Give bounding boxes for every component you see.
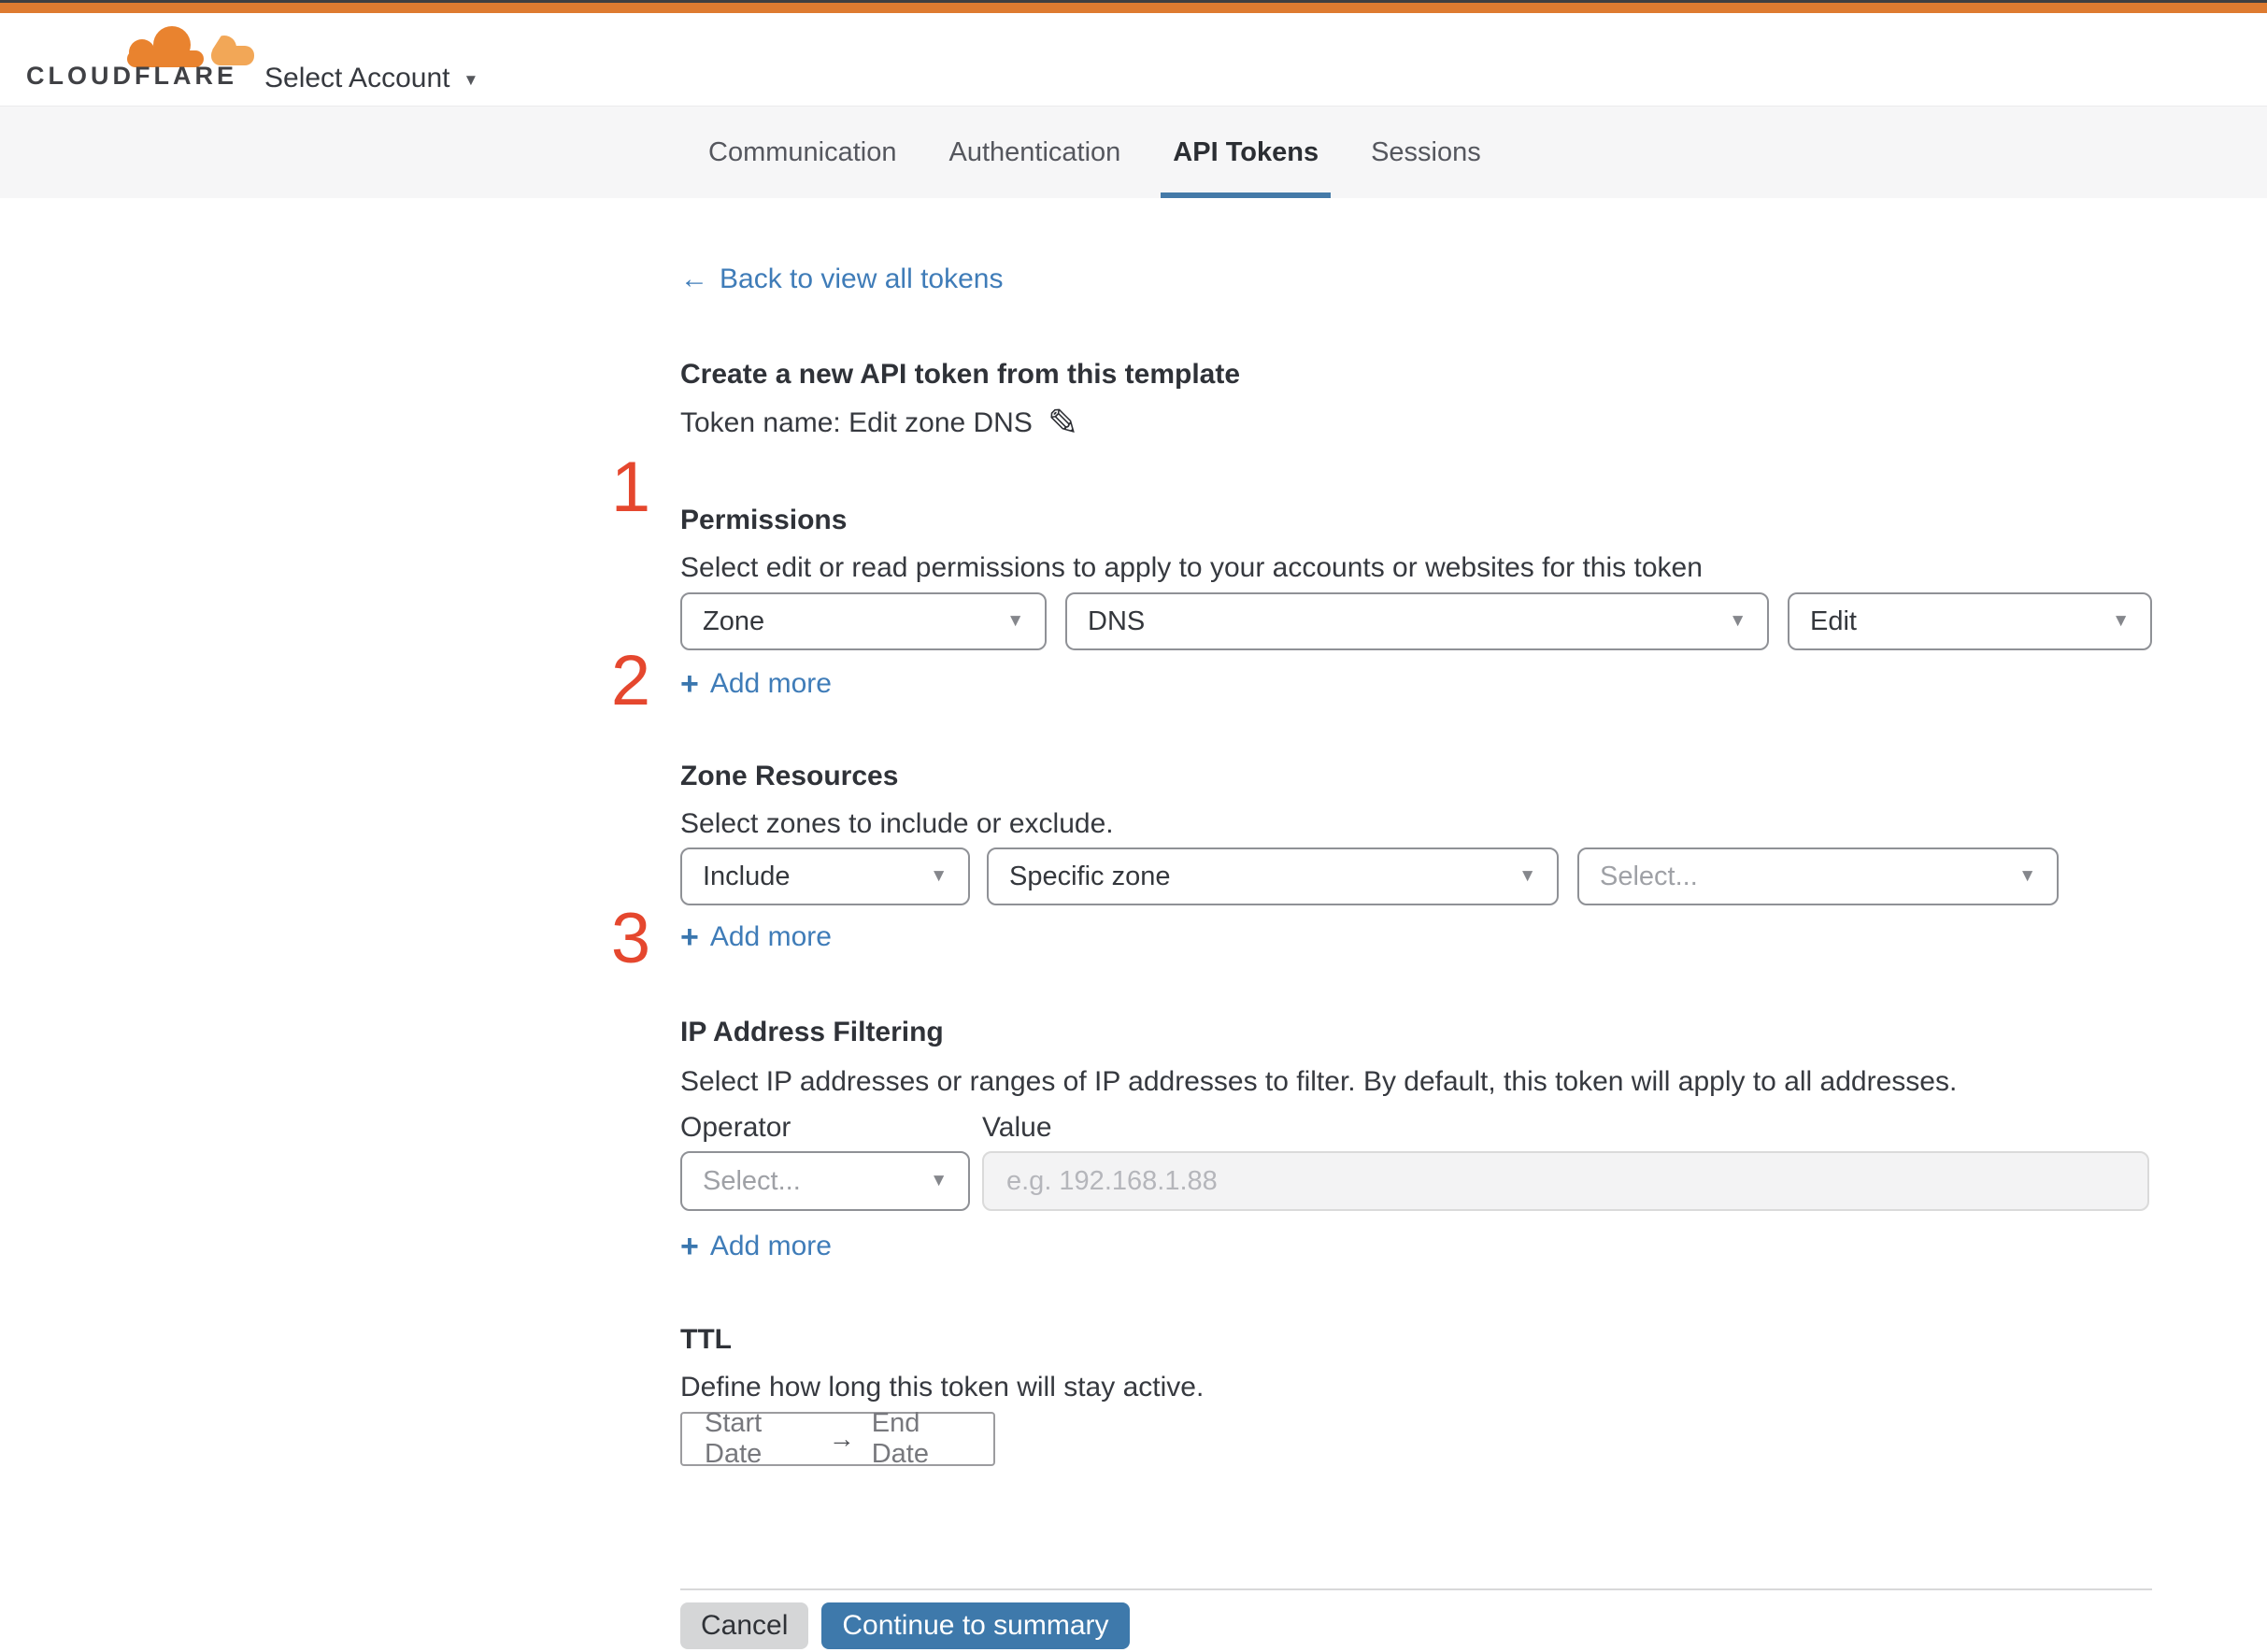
page-title: Create a new API token from this template <box>680 359 1241 390</box>
tab-label: Communication <box>708 136 897 167</box>
chevron-down-icon: ▼ <box>1006 611 1024 631</box>
footer-actions <box>680 1602 2152 1649</box>
cloudflare-logo-text: CLOUDFLARE <box>26 62 237 90</box>
tab-bar <box>0 106 2267 198</box>
select-value: Include <box>703 861 791 891</box>
tab-label: Sessions <box>1371 136 1481 167</box>
tab-communication[interactable] <box>696 107 908 198</box>
zone-picker-select[interactable] <box>1577 847 2059 905</box>
ttl-description: Define how long this token will stay active. <box>680 1372 1205 1403</box>
select-placeholder: Select... <box>703 1165 801 1196</box>
account-selector-label: Select Account <box>264 63 450 93</box>
permissions-description: Select edit or read permissions to apply to your accounts or websites for this token <box>680 552 1703 583</box>
add-more-label: Add more <box>709 921 832 952</box>
edit-pencil-icon[interactable]: ✎ <box>1047 403 1079 444</box>
arrow-left-icon: ← <box>680 263 708 294</box>
tab-label: Authentication <box>948 136 1121 167</box>
ip-value-input[interactable] <box>982 1151 2149 1211</box>
cancel-button[interactable]: Cancel <box>680 1602 808 1649</box>
select-value: DNS <box>1088 605 1146 636</box>
permission-access-select[interactable] <box>1788 592 2152 650</box>
continue-to-summary-button[interactable]: Continue to summary <box>821 1602 1129 1649</box>
chevron-down-icon: ▼ <box>930 866 948 886</box>
zone-resources-description: Select zones to include or exclude. <box>680 808 1114 839</box>
tab-api-tokens[interactable] <box>1161 107 1331 198</box>
back-to-tokens-link[interactable] <box>680 263 1003 296</box>
ip-filtering-row <box>680 1151 2152 1211</box>
plus-icon: + <box>680 666 699 702</box>
plus-icon: + <box>680 1229 699 1264</box>
zone-resources-select-row <box>680 847 2152 905</box>
account-selector[interactable] <box>264 63 478 94</box>
permissions-select-row <box>680 592 2152 650</box>
zone-operator-select[interactable] <box>680 847 970 905</box>
value-label: Value <box>982 1112 1052 1143</box>
chevron-down-icon: ▼ <box>930 1171 948 1190</box>
tab-sessions[interactable] <box>1359 107 1493 198</box>
add-more-label: Add more <box>709 668 832 699</box>
end-date-field[interactable]: End Date <box>871 1408 929 1469</box>
permission-service-select[interactable] <box>1065 592 1769 650</box>
select-value: Zone <box>703 605 765 636</box>
add-more-label: Add more <box>709 1231 832 1261</box>
chevron-down-icon: ▼ <box>1518 866 1536 886</box>
permissions-heading: Permissions <box>680 505 848 535</box>
select-value: Specific zone <box>1009 861 1171 891</box>
chevron-down-icon: ▼ <box>2112 611 2130 631</box>
ttl-date-range-picker[interactable] <box>680 1408 995 1469</box>
back-link-label: Back to view all tokens <box>720 263 1004 294</box>
select-value: Edit <box>1810 605 1857 636</box>
ip-filtering-add-more-link[interactable] <box>680 1230 832 1263</box>
ip-operator-select[interactable] <box>680 1151 970 1211</box>
chevron-down-icon: ▼ <box>2018 866 2036 886</box>
app-header <box>0 13 2267 106</box>
zone-scope-select[interactable] <box>987 847 1559 905</box>
ttl-heading: TTL <box>680 1324 732 1355</box>
tab-label: API Tokens <box>1173 136 1319 167</box>
token-name-text: Token name: Edit zone DNS <box>680 407 1033 438</box>
step-1-number: 1 <box>610 448 651 527</box>
chevron-down-icon: ▼ <box>463 71 479 89</box>
brand-top-bar <box>0 3 2267 13</box>
arrow-right-icon: → <box>828 1424 855 1453</box>
token-name-row <box>680 403 2152 444</box>
zone-resources-add-more-link[interactable] <box>680 920 832 954</box>
ip-field-labels <box>680 1112 2152 1146</box>
permission-scope-select[interactable] <box>680 592 1047 650</box>
chevron-down-icon: ▼ <box>1729 611 1747 631</box>
start-date-field[interactable]: Start Date <box>705 1408 763 1469</box>
plus-icon: + <box>680 919 699 955</box>
step-3-number: 3 <box>610 899 651 978</box>
select-placeholder: Select... <box>1600 861 1698 891</box>
cloudflare-logo[interactable] <box>0 13 280 106</box>
zone-resources-heading: Zone Resources <box>680 761 899 791</box>
ip-filtering-heading: IP Address Filtering <box>680 1017 944 1047</box>
operator-label: Operator <box>680 1112 791 1143</box>
token-template-form <box>610 263 2152 1649</box>
tab-authentication[interactable] <box>936 107 1133 198</box>
footer-divider <box>680 1588 2152 1590</box>
permissions-add-more-link[interactable] <box>680 667 832 701</box>
ip-filtering-description: Select IP addresses or ranges of IP addresses to filter. By default, this token will apply to all addresses. <box>680 1066 1958 1097</box>
step-2-number: 2 <box>610 641 651 720</box>
